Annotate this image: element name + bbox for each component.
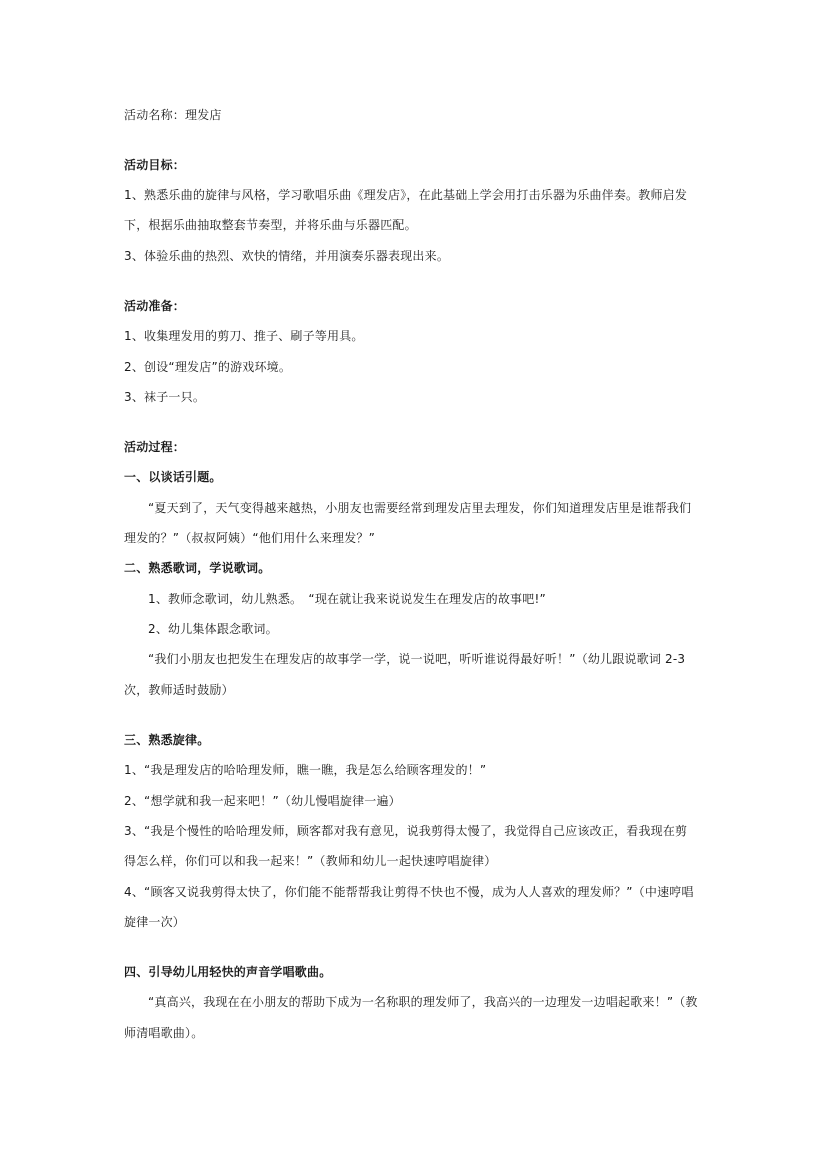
section-4-paragraph-line-1: “真高兴，我现在在小朋友的帮助下成为一名称职的理发师了，我高兴的一边理发一边唱起歌来！”（教: [148, 995, 698, 1009]
section-2-paragraph-line-2: 次，教师适时鼓励）: [124, 683, 234, 697]
prep-item-2: 2、创设“理发店”的游戏环境。: [124, 360, 292, 374]
process-heading: 活动过程：: [124, 440, 186, 454]
section-2-item-1: 1、教师念歌词，幼儿熟悉。 “现在就让我来说说发生在理发店的故事吧!”: [148, 592, 546, 606]
section-4-paragraph-line-2: 师清唱歌曲）。: [124, 1026, 204, 1040]
goals-item-1-line-1: 1、熟悉乐曲的旋律与风格，学习歌唱乐曲《理发店》，在此基础上学会用打击乐器为乐曲伴奏。教师启发: [124, 188, 688, 202]
section-2-heading: 二、熟悉歌词，学说歌词。: [124, 561, 271, 575]
section-4-heading: 四、引导幼儿用轻快的声音学唱歌曲。: [124, 965, 332, 979]
section-3-item-3-line-1: 3、“我是个慢性的哈哈理发师，顾客都对我有意见，说我剪得太慢了，我觉得自己应该改正，看我现在剪: [124, 824, 688, 838]
document-page: [124, 0, 708, 1169]
section-3-item-1: 1、“我是理发店的哈哈理发师，瞧一瞧，我是怎么给顾客理发的！”: [124, 763, 487, 777]
activity-name: 活动名称：理发店: [124, 108, 222, 122]
section-1-paragraph-line-2: 理发的？”（叔叔阿姨）“他们用什么来理发？”: [124, 531, 376, 545]
section-3-item-4-line-2: 旋律一次）: [124, 915, 186, 929]
section-3-heading: 三、熟悉旋律。: [124, 733, 210, 747]
goals-item-3: 3、体验乐曲的热烈、欢快的情绪，并用演奏乐器表现出来。: [124, 249, 450, 263]
goals-heading: 活动目标：: [124, 158, 186, 172]
section-2-paragraph-line-1: “我们小朋友也把发生在理发店的故事学一学，说一说吧，听听谁说得最好听！”（幼儿跟说歌词 2-3: [148, 652, 686, 666]
goals-item-1-line-2: 下，根据乐曲抽取整套节奏型，并将乐曲与乐器匹配。: [124, 218, 417, 232]
section-3-item-4-line-1: 4、“顾客又说我剪得太快了，你们能不能帮帮我让剪得不快也不慢，成为人人喜欢的理发师？”（中速哼唱: [124, 885, 694, 899]
prep-item-3: 3、袜子一只。: [124, 390, 206, 404]
prep-heading: 活动准备：: [124, 299, 186, 313]
section-3-item-2: 2、“想学就和我一起来吧！”（幼儿慢唱旋律一遍）: [124, 794, 401, 808]
prep-item-1: 1、收集理发用的剪刀、推子、刷子等用具。: [124, 329, 364, 343]
section-1-paragraph-line-1: “夏天到了，天气变得越来越热，小朋友也需要经常到理发店里去理发，你们知道理发店里是谁帮我们: [148, 501, 692, 515]
section-2-item-2: 2、幼儿集体跟念歌词。: [148, 622, 278, 636]
section-3-item-3-line-2: 得怎么样，你们可以和我一起来！”（教师和幼儿一起快速哼唱旋律）: [124, 854, 497, 868]
section-1-heading: 一、以谈话引题。: [124, 470, 222, 484]
